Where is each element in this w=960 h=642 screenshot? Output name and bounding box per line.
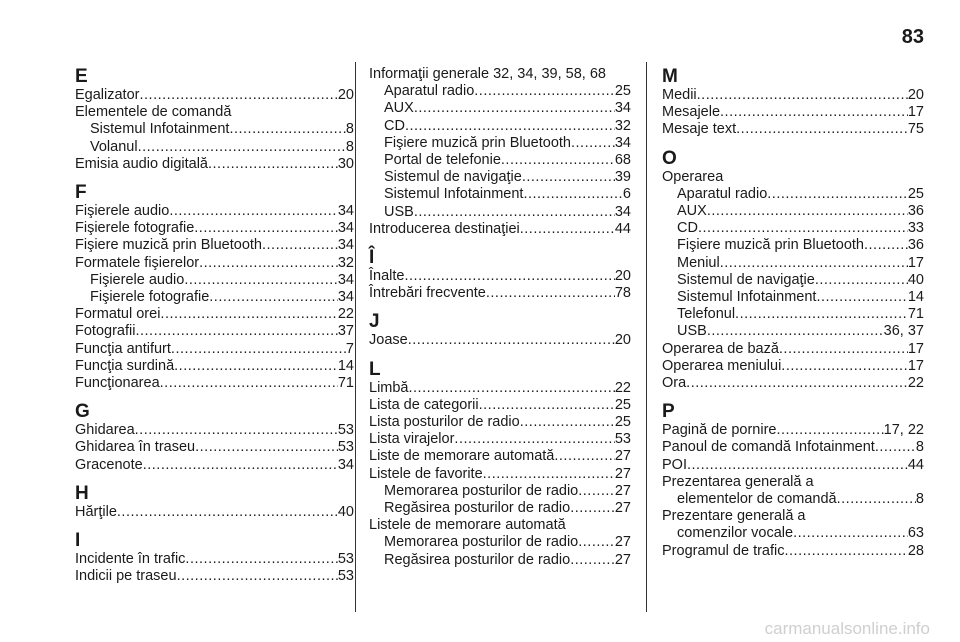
index-term: Fotografii (75, 323, 136, 340)
index-entry (662, 341, 924, 358)
dot-leader (781, 358, 908, 375)
index-page-ref: 75 (907, 121, 924, 138)
index-page-ref: 34 (337, 271, 354, 288)
index-term: Funcţia antifurt (75, 340, 171, 357)
index-page-ref: 30 (337, 155, 354, 172)
index-term: USB (677, 323, 707, 340)
index-term: Prezentare generală a (662, 508, 806, 525)
index-term: Lista virajelor (369, 431, 455, 448)
index-page-ref: 8 (345, 121, 354, 138)
index-page-ref: 34 (614, 134, 631, 151)
index-page-ref: 8 (915, 439, 924, 456)
index-page-ref: 17 (907, 104, 924, 121)
index-group (369, 359, 631, 569)
index-page-ref: 40 (907, 271, 924, 288)
index-term: Fişiere muzică prin Bluetooth (677, 237, 864, 254)
dot-leader (404, 268, 614, 285)
index-page-ref: 34 (614, 100, 631, 117)
index-entry (662, 375, 924, 392)
index-page-ref: 37 (337, 323, 354, 340)
dot-leader (520, 414, 615, 431)
dot-leader (177, 568, 338, 585)
dot-leader (698, 220, 908, 237)
index-entry (75, 220, 354, 237)
dot-leader (135, 323, 337, 340)
index-group (369, 311, 631, 349)
index-page-ref: 6 (622, 186, 631, 203)
index-subentry (662, 255, 924, 272)
index-term: Memorarea posturilor de radio (384, 482, 579, 499)
index-letter-heading: J (369, 311, 380, 333)
index-page-ref: 34 (337, 289, 354, 306)
index-term: Mesajele (662, 104, 721, 121)
index-group (662, 66, 924, 139)
dot-leader (143, 457, 338, 474)
index-entry (662, 358, 924, 375)
index-term: Ghidarea în traseu (75, 439, 196, 456)
index-page-ref: 20 (614, 268, 631, 285)
dot-leader (414, 204, 615, 221)
dot-leader (837, 491, 916, 508)
index-entry (75, 156, 354, 173)
index-term: Liste de memorare automată (369, 448, 555, 465)
index-subentry (75, 121, 354, 138)
index-term: comenzilor vocale (677, 525, 794, 542)
dot-leader (135, 422, 338, 439)
index-page-ref: 34 (614, 203, 631, 220)
dot-leader (171, 341, 346, 358)
index-letter-heading: M (662, 66, 678, 87)
index-page-ref: 27 (614, 500, 631, 517)
index-term: Întrebări frecvente (369, 285, 486, 302)
index-term: Egalizator (75, 87, 140, 103)
watermark-text: carmanualsonline.info (764, 619, 930, 638)
dot-leader (408, 332, 615, 349)
index-subentry (662, 323, 924, 340)
index-page-ref: 25 (907, 185, 924, 202)
index-subentry (369, 118, 631, 135)
index-entry (369, 332, 631, 349)
index-page-ref: 22 (337, 306, 354, 323)
index-term: Volanul (90, 138, 138, 155)
dot-leader (570, 500, 615, 517)
index-page-ref: 22 (907, 375, 924, 392)
index-entry (369, 380, 631, 397)
dot-leader (793, 525, 908, 542)
index-term: Programul de trafic (662, 542, 785, 559)
index-term: POI (662, 456, 687, 473)
index-page-ref: 17 (907, 340, 924, 357)
index-page-ref: 17 (907, 254, 924, 271)
index-entry (75, 306, 354, 323)
index-term: Emisia audio digitală (75, 155, 208, 172)
index-group (369, 247, 631, 302)
index-entry (75, 504, 354, 521)
index-term: Operarea meniului (662, 357, 782, 374)
index-term: Fişierele fotografie (75, 220, 195, 237)
index-entry (75, 237, 354, 254)
index-group (75, 182, 354, 392)
dot-leader (501, 152, 615, 169)
index-page-ref: 36 (907, 237, 924, 254)
index-term: Operarea de bază (662, 340, 779, 357)
index-subentry (369, 204, 631, 221)
index-letter-heading: G (75, 401, 90, 423)
index-letter-heading: H (75, 482, 89, 504)
index-entry (369, 517, 631, 534)
index-letter-heading: I (75, 530, 81, 552)
index-page-ref: 27 (614, 448, 631, 465)
index-term: Înalte (369, 268, 405, 285)
dot-leader (720, 104, 908, 121)
index-page-ref: 20 (907, 87, 924, 103)
index-subentry (369, 186, 631, 203)
index-column-1 (75, 66, 354, 585)
index-term: Ghidarea (75, 422, 135, 439)
index-group (662, 401, 924, 560)
index-page-ref: 27 (614, 482, 631, 499)
dot-leader (160, 375, 338, 392)
index-term: Sistemul Infotainment (90, 121, 230, 138)
dot-leader (209, 289, 338, 306)
index-page-ref: 8 (915, 491, 924, 508)
index-letter-heading: O (662, 147, 677, 169)
dot-leader (875, 439, 916, 456)
dot-leader (185, 551, 337, 568)
dot-leader (483, 466, 615, 483)
index-term: Lista posturilor de radio (369, 414, 520, 431)
index-term: Ora (662, 375, 687, 392)
index-term: Gracenote (75, 456, 143, 473)
index-page-ref: 53 (337, 439, 354, 456)
index-group (75, 401, 354, 474)
dot-leader (174, 358, 338, 375)
dot-leader (405, 118, 615, 135)
index-page-ref: 25 (614, 396, 631, 413)
dot-leader (262, 237, 338, 254)
index-subentry (369, 534, 631, 551)
index-subentry (662, 289, 924, 306)
index-term: CD (384, 117, 405, 134)
index-page-ref: 53 (337, 422, 354, 439)
index-term: Sistemul Infotainment (677, 289, 817, 306)
index-page-ref: 63 (907, 525, 924, 542)
index-page-ref: 14 (907, 289, 924, 306)
dot-leader (816, 289, 907, 306)
index-term: Funcţia surdină (75, 357, 175, 374)
index-term: Regăsirea posturilor de radio (384, 500, 571, 517)
index-page-ref: 17 (907, 357, 924, 374)
index-page-ref: 14 (337, 357, 354, 374)
index-term: Panoul de comandă Infotainment (662, 439, 875, 456)
index-group (662, 148, 924, 393)
index-page-ref: 32 (337, 254, 354, 271)
index-subentry (369, 83, 631, 100)
index-entry (75, 568, 354, 585)
index-term: Introducerea destinaţiei (369, 220, 520, 237)
index-letter-heading: P (662, 401, 675, 423)
dot-leader (523, 186, 622, 203)
dot-leader (486, 285, 615, 302)
dot-leader (686, 375, 908, 392)
index-term: Informaţii generale 32, 34, 39, 58, 68 (369, 66, 606, 82)
index-group (75, 483, 354, 521)
index-page-ref: 25 (614, 83, 631, 100)
index-subentry (662, 525, 924, 542)
index-entry (369, 268, 631, 285)
index-term: Fişierele fotografie (90, 289, 210, 306)
index-page-ref: 20 (614, 332, 631, 349)
index-term: Lista de categorii (369, 396, 479, 413)
index-group (75, 66, 354, 173)
index-term: Sistemul Infotainment (384, 186, 524, 203)
index-term: Formatele fişierelor (75, 254, 200, 271)
index-term: Operarea (662, 168, 724, 185)
index-term: Memorarea posturilor de radio (384, 534, 579, 551)
index-entry (369, 414, 631, 431)
index-page-ref: 8 (345, 138, 354, 155)
index-entry (662, 457, 924, 474)
index-term: Limbă (369, 379, 409, 396)
index-entry (75, 323, 354, 340)
index-entry (75, 341, 354, 358)
index-page-ref: 27 (614, 551, 631, 568)
index-entry (662, 87, 924, 104)
dot-leader (169, 203, 338, 220)
index-entry (662, 169, 924, 186)
dot-leader (687, 457, 908, 474)
index-term: Fişiere muzică prin Bluetooth (75, 237, 262, 254)
dot-leader (767, 186, 908, 203)
index-term: Listele de favorite (369, 465, 483, 482)
index-term: Aparatul radio (384, 83, 475, 100)
index-entry (662, 543, 924, 560)
index-page-ref: 53 (614, 431, 631, 448)
index-page-ref: 34 (337, 203, 354, 220)
index-subentry (369, 169, 631, 186)
dot-leader (208, 156, 338, 173)
index-column-3 (662, 66, 924, 560)
index-column-2 (369, 66, 631, 569)
index-subentry (75, 139, 354, 156)
index-letter-heading: E (75, 66, 88, 87)
index-entry (75, 87, 354, 104)
index-subentry (662, 491, 924, 508)
index-subentry (75, 272, 354, 289)
index-page-ref: 71 (337, 375, 354, 392)
index-page-ref: 22 (614, 379, 631, 396)
index-term: Sistemul de navigaţie (677, 271, 815, 288)
index-page-ref: 34 (337, 220, 354, 237)
index-term: elementelor de comandă (677, 491, 837, 508)
index-entry (369, 448, 631, 465)
index-page-ref: 34 (337, 456, 354, 473)
dot-leader (117, 504, 338, 521)
dot-leader (571, 135, 615, 152)
dot-leader (697, 87, 908, 104)
dot-leader (195, 439, 338, 456)
index-term: Medii (662, 87, 697, 103)
index-term: Mesaje text (662, 121, 737, 138)
index-entry (662, 474, 924, 491)
index-term: Prezentarea generală a (662, 473, 814, 490)
index-page-ref: 20 (337, 87, 354, 103)
dot-leader (522, 169, 615, 186)
dot-leader (720, 255, 908, 272)
index-page-ref: 34 (337, 237, 354, 254)
index-term: USB (384, 203, 414, 220)
dot-leader (554, 448, 614, 465)
dot-leader (229, 121, 345, 138)
index-page-ref: 17, 22 (883, 422, 924, 439)
dot-leader (138, 139, 346, 156)
index-term: CD (677, 220, 698, 237)
index-subentry (662, 237, 924, 254)
index-group (75, 530, 354, 585)
dot-leader (785, 543, 908, 560)
index-entry (369, 466, 631, 483)
index-term: Fişiere muzică prin Bluetooth (384, 134, 571, 151)
index-page-ref: 27 (614, 465, 631, 482)
index-subentry (662, 203, 924, 220)
dot-leader (454, 431, 614, 448)
index-page-ref: 39 (614, 169, 631, 186)
dot-leader (736, 121, 908, 138)
column-divider (355, 62, 356, 612)
dot-leader (194, 220, 338, 237)
index-term: Indicii pe traseu (75, 568, 177, 585)
index-term: Telefonul (677, 306, 736, 323)
index-entry (369, 397, 631, 414)
index-subentry (369, 135, 631, 152)
index-entry (75, 358, 354, 375)
dot-leader (479, 397, 615, 414)
index-letter-heading: L (369, 358, 381, 380)
dot-leader (474, 83, 615, 100)
index-subentry (662, 220, 924, 237)
index-page-ref: 78 (614, 285, 631, 302)
dot-leader (735, 306, 908, 323)
index-subentry (75, 289, 354, 306)
dot-leader (199, 255, 338, 272)
index-page-ref: 53 (337, 568, 354, 585)
index-letter-heading: Î (369, 247, 375, 269)
index-term: Funcţionarea (75, 375, 160, 392)
index-subentry (662, 306, 924, 323)
index-page-ref: 40 (337, 503, 354, 520)
dot-leader (815, 272, 908, 289)
index-subentry (369, 152, 631, 169)
page-number: 83 (901, 26, 924, 48)
index-entry (75, 439, 354, 456)
index-page-ref: 68 (614, 152, 631, 169)
index-term: Fişierele audio (75, 203, 170, 220)
dot-leader (520, 221, 615, 238)
dot-leader (707, 323, 884, 340)
index-page-ref: 71 (907, 306, 924, 323)
index-page-ref: 32 (614, 117, 631, 134)
index-entry (75, 255, 354, 272)
index-entry (75, 551, 354, 568)
index-subentry (369, 552, 631, 569)
index-subentry (662, 186, 924, 203)
index-page-ref: 44 (907, 456, 924, 473)
dot-leader (864, 237, 908, 254)
dot-leader (409, 380, 615, 397)
index-term: Elementele de comandă (75, 104, 232, 121)
dot-leader (160, 306, 337, 323)
index-term: Fişierele audio (90, 271, 185, 288)
index-term: Sistemul de navigaţie (384, 169, 522, 186)
dot-leader (776, 422, 883, 439)
index-term: Meniul (677, 254, 720, 271)
index-term: Formatul orei (75, 306, 161, 323)
index-entry (75, 457, 354, 474)
index-term: Joase (369, 332, 408, 349)
dot-leader (139, 87, 337, 104)
dot-leader (578, 534, 615, 551)
index-entry (662, 439, 924, 456)
index-page-ref: 25 (614, 414, 631, 431)
dot-leader (707, 203, 908, 220)
dot-leader (184, 272, 338, 289)
index-entry (75, 422, 354, 439)
index-entry (75, 104, 354, 121)
dot-leader (414, 100, 615, 117)
index-term: Hărţile (75, 503, 117, 520)
index-page-ref: 44 (614, 220, 631, 237)
index-subentry (369, 100, 631, 117)
index-page-ref: 27 (614, 534, 631, 551)
index-term: AUX (384, 100, 414, 117)
index-entry (75, 203, 354, 220)
column-divider (646, 62, 647, 612)
index-letter-heading: F (75, 182, 87, 204)
index-subentry (662, 272, 924, 289)
index-entry (369, 285, 631, 302)
index-entry (369, 431, 631, 448)
index-entry (662, 104, 924, 121)
index-page-ref: 33 (907, 220, 924, 237)
index-term: Incidente în trafic (75, 551, 186, 568)
index-entry (662, 121, 924, 138)
index-subentry (369, 483, 631, 500)
index-entry (662, 422, 924, 439)
index-page-ref: 28 (907, 542, 924, 559)
dot-leader (578, 483, 615, 500)
index-entry (75, 375, 354, 392)
index-entry (369, 221, 631, 238)
index-page-ref: 53 (337, 551, 354, 568)
index-term: AUX (677, 203, 707, 220)
index-page-ref: 7 (345, 340, 354, 357)
dot-leader (570, 552, 615, 569)
index-subentry (369, 500, 631, 517)
index-entry (662, 508, 924, 525)
dot-leader (779, 341, 908, 358)
index-term: Aparatul radio (677, 185, 768, 202)
index-group (369, 66, 631, 238)
index-page-ref: 36, 37 (883, 323, 924, 340)
index-term: Portal de telefonie (384, 152, 501, 169)
index-term: Pagină de pornire (662, 422, 777, 439)
index-term: Listele de memorare automată (369, 517, 566, 534)
index-entry (369, 66, 631, 83)
index-page-ref: 36 (907, 203, 924, 220)
index-term: Regăsirea posturilor de radio (384, 551, 571, 568)
